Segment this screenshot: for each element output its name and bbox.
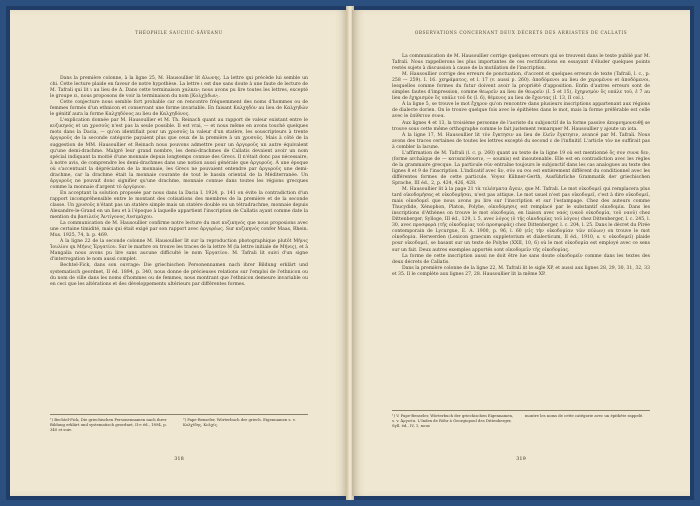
book-spread: [6, 6, 694, 500]
paragraph: La communication de M. Hausoullier confirme notre lecture du mot κυζικηνός que nous proposions avec une certaine timidité, mais qui était exigé par son rapport avec ἀργυρέως. Sur κυζικηνός confer Maas, Rhein. Mus. 1925, 74, b. p. 469.: [50, 221, 308, 239]
footnote: montre les noms de cette catégorie avec un épithète rappelé.: [525, 413, 644, 418]
paragraph: Bechtel-Fick, dans son ouvrage: Die griechischen Personennamen nach ihrer Bildung erklärt und systematisch geordnet, II éd. 1894, p. 340, nous donne de précieuses relations sur l'emploi de l'ethnicon ou du nom de ville dans les noms d'hommes ou de femmes, nous montrant que l'ethnicon demeure invariable ou en ceci que les altérations et des développements ultérieurs par différentes formes.: [50, 263, 308, 287]
paragraph: L'affirmation de M. Tafrali (l. c. p. 260) quant au texte de la ligne 19 où est mentionné ὅς σον συνα δεν, (forme archaïque de — καταπείθουσιν, — soumis) est insoutenable. Elle est en contradiction avec les règles de la grammaire grecque. La particule σύν entraîne toujours le subjonctif dans les cas analogues au texte des lignes 8 et 9 de l'inscription. L'indicatif avec ἄν, σύν ou σοι est entièrement différent du conditionnel avec les différentes formes de cette particule. Voyez Kühner-Gerth, Ausführliche Grammatik der griechischen Sprache, III éd., 2, p. 424, 426, 428.: [392, 150, 650, 186]
paragraph: À la ligne 5, se trouve le mot ἔχηρον qu'on rencontre dans plusieurs inscriptions appartenant aux régions de dialecte dorien. On le trouve quelque fois avec le épithètes dans le mot, mais la forme préférable est celle avec le ἐπίθετον συνα.: [392, 102, 650, 120]
paragraph: Aux lignes 4 et 13, la troisième personne de l'aoriste du subjonctif de la forme passive ἀπομνημονευθῇ se trouve sous cette même orthographe comme le fait justement remarquer M. Hausoullier y ajoute un iota.: [392, 120, 650, 132]
right-page-number: 319: [516, 456, 526, 462]
paragraph: À la ligne 22 de la seconde colonne M. Hausoullier lit sur la reproduction photographique plutôt Μήνις Ἰουλίου qu Μήνις Ἐργατίου. Sur le marbre on trouve les traces de la lettre M (la lettre initiale de Μήνις), et à Mangalia nous avons pu lire sans aucune difficulté le nom Ἐργατίου. M. Tafrali lit suivi d'un signe d'interrogation le nom aussi complet.: [50, 239, 308, 263]
paragraph: M. Hausoullier lit à la page 21 τὰ τελέσματα ἄγειν, que M. Tafrali. Le mot οἰκοδομεῖ qui remplacera plus tard οἰκοδομήσας et οἰκοδομῆσαι, n'est pas attique. Le mot usuel n'est pas οἰκοδομεῖ, c'est à dire οἰκοδομεῖ, mais οἰκοδομεῖ que nous avons pu lire sur l'inscription et sur l'estampage. Chez des auteurs comme Thucydide, Xénophon, Platon, Polybe, οἰκοδόμησις est remplacé par le substantif οἰκοδομία. Dans les inscriptions d'Athènes on trouve le mot οἰκοδομία, en liaison avec ναός (ναοῦ οἰκοδομία, τοῦ ναοῦ) chez Dittenberger, Sylloge, III éd., 129, l. 5, avec λόγος (ὁ τῆς οἰκοδομίας τοῦ λόγου) chez Dittenberger, l. c. 245, l. 30, avec προσφορὰ (τῆς οἰκοδομίας τοῦ προσφορᾶς) chez Dittenberger, l. c. 204, l. 25. Dans le décret du Pirée contemporain de Lycurgue, E. A. 1900, p. 96, l. 60 (εἰς τὴν οἰκοδομίαν τῶν πύλων) on trouve le mot οἰκοδομία. Herwerden (Lexicon graecum suppletorium et dialecticum, II éd., 1910, s. v. οἰκοδομεῖ) plaide pour οἰκοδομεῖ, se basant sur un texte de Polybe (XXII, 10, 6) où le mot οἰκοδομία est employé avec ce sens sur un fait. Deux autres exemples apportés sont οἰκοδομεῖν τῆς οἰκοδομίας.: [392, 187, 650, 253]
right-footnotes: [392, 410, 650, 428]
right-running-header: OBSERVATIONS CONCERNANT DEUX DÉCRETS DES ARRIASTES DE CALLATIS: [414, 30, 628, 35]
paragraph: M. Hausoullier corrige des erreurs de ponctuation, d'accent et quelques erreurs de texte (Tafrali, l. c., p. 258 — 259). I. 16. χεηράματος, et l. 17 (v. aussi p. 260). ἀποδόμενοι au lieu de χερομένου et ἀποδόμενοι, lesquelles comme formes du futur doivent avoir la propriété d'apposition. Enfin d'autres erreurs sont de simples fautes d'impression, comme θεωρεῖν au lieu de θεωρεῖν (I. 5 et 15), ἐχηρισμὸν ὅς υπάλε τοῦ, ἑ 7 au lieu de ἐχηρισμὸν ὅς υπάλε τοῦ δε (I. 6), θέμενος au lieu de ἔχοντας (I. 13, II col.).: [392, 72, 650, 102]
paragraph: L'explication donnée par M. Hausoullier et M. Th. Reinach quant au rapport de valeur existant entre le κυζικηνός et un χρυσοῦς n'est pas la seule possible. Il est vrai, — et nous même en avons touché quelques mots dans la Dacia, — qu'on identifiait pour un χρυσοῦς la valeur d'un statère, les souscripteurs à trente ἀργυροῦς de la seconde catégorie payaient plus que ceux de la première à un χρυσοῦς. Mais à côté de la suggestion de MM. Hausoullier et Reinach nous pouvons admettre pour un ἀργυροῦς un autre équivalent qu'une demi-drachme. Malgré leur grand nombre, les demi-drachmes de Callatis devaient avoir un nom spécial indiquant la moitié d'une monnaie depuis longtemps connue des Grecs. Il n'était donc pas nécessaire, à notre avis, de comprendre les demi-drachmes dans une notion aussi générale que ἀργυροῦς. À une époque où s'accentuait la dépréciation de la monnaie, les Grecs ne pouvaient entendre par ἀργυροῦς une demi-drachme, car la drachme était la monnaie courante de tout le bassin oriental de la Méditerranée. Un ἀργυροῦς ne pouvait donc signifier qu'une drachme, monnaie connue dans toutes les régions grecques comme la monnaie d'argent τὸ ἀργύριον.: [50, 118, 308, 190]
paragraph: En acceptant la solution proposée par nous dans la Dacia I. 1924, p. 141 on évite la contradiction d'un rapport incompréhensible entre le montant des cotisations des membres de la première et de la seconde classe. Un χρυσοῦς n'étant pas un statère simple mais un statère double ou un tétradrachme, monnaie depuis Alexandre-le-Grand en un lieu et à l'époque à laquelle appartient l'inscription de Callatis ayant comme date la mention du βασιλεὺς Ἀντίγονος Λυσιμάχου.: [50, 190, 308, 221]
right-body-text: [392, 54, 650, 278]
left-running-header: THÉOPHILE SAUCIUC-SĂVEANU: [135, 30, 223, 35]
footnote: ¹) Bechtel-Fick, Die griechischen Personennamen nach ihrer Bildung erklärt und systematisch geordnet, II-e éd., 1894, p. 340 et suiv.: [50, 417, 167, 432]
left-body-text: [50, 76, 308, 288]
paragraph: Dans la première colonne de la ligne 22, M. Tafrali lit le sigle XP, et aussi aux lignes 28, 29, 30, 31, 32, 33 et 35. Il le complète aux lignes 27, 28. Hausoullier lit la même XP.: [392, 265, 650, 277]
paragraph: À la ligne 17, M. Hausoullier lit τὸν ἔγκτησιν au lieu de ἐλεῖν ἔγκτησιν, avancé par M. Tafrali. Nous avons des traces certaines de toutes les lettres excepté du second ε de l'infinitif. L'article τὸν ne suffirait pas à combler la lacune.: [392, 132, 650, 150]
left-page-number: 318: [174, 456, 184, 462]
left-footnotes: [50, 414, 308, 432]
paragraph: Dans la première colonne, à la ligne 25, M. Hausoullier lit ἀλωνης. La lettre qui précède lui semble un chi. Cette lecture plaide en faveur de notre hypothèse. La lettre ι est due sans doute à une faute de lecture de M. Tafrali qui lit ι au lieu de Δ. Dans cette terminaison χαλκεν; nous avons pu lire toutes les lettres, excepté le groupe ει, nous proposons de voir la terminaison du nom [Κολχ]ιδων;.: [50, 76, 308, 100]
paragraph: La forme de cette inscription aussi ne doit être lue sans doute οἰκοδομεῖν comme dans les textes des deux décrets de Callatis.: [392, 253, 650, 265]
right-page: [352, 10, 690, 496]
paragraph: La communication de M. Hausoullier corrige quelques erreurs qui se trouvent dans le texte publié par M. Tafrali. Nous rappellerons les plus importantes de ces rectifications en essayant d'éluder quelques points restés sujets à discussion à cause de la mutilation de l'inscription.: [392, 54, 650, 72]
paragraph: Cette conjecture nous semble fort probable car on rencontre fréquemment des noms d'hommes ou de femmes formés d'un ethnicon et conservant une forme invariable. En faisant Καλχηδόν au lieu de Καλχηδών le génitif aura la forme Καλχηδόνος au lieu de Καλχηδόνος.: [50, 100, 308, 118]
left-page: [10, 10, 348, 496]
footnote: ²) Pape-Benseler, Wörterbuch der griech. Eigennamen s. v. Κολχίδης, Κολχίς.: [183, 417, 296, 427]
footnote: ¹) V. Pape-Benseler, Wörterbuch der griechischen Eigennamen, s. v. Ἀργιεία. L'Index de Röhr à Georgiopoul des Dittenberger, Syll. éd., IV, 1, nous: [392, 413, 514, 428]
